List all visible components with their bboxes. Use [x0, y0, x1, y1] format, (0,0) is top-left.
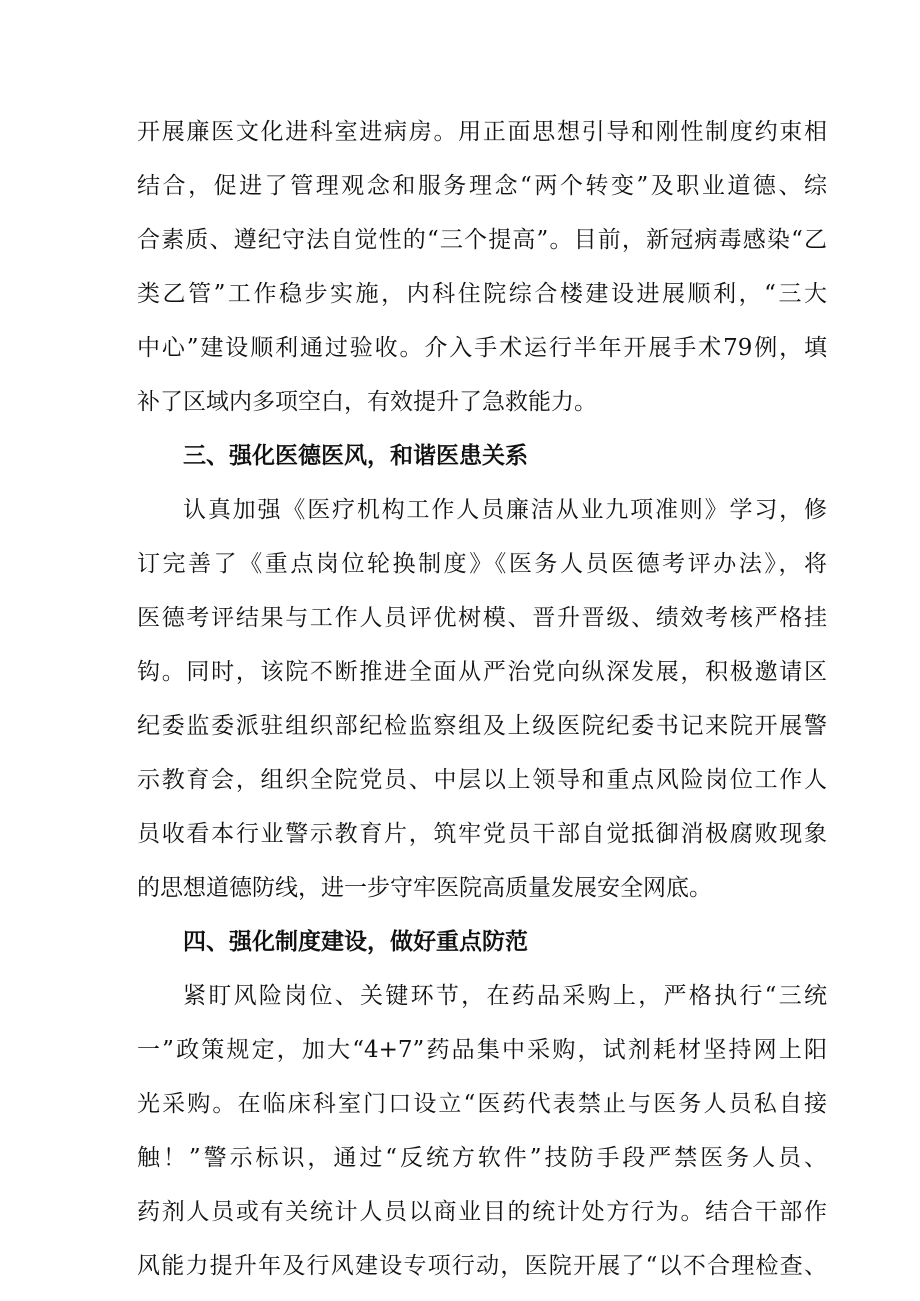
paragraph-line: 订完善了《重点岗位轮换制度》《医务人员医德考评办法》，将: [137, 551, 827, 577]
paragraph-line: 一”政策规定，加大“4+7”药品集中采购，试剂耗材坚持网上阳: [137, 1037, 827, 1063]
paragraph-line: 医德考评结果与工作人员评优树模、晋升晋级、绩效考核严格挂: [137, 605, 827, 631]
paragraph-line: 紧盯风险岗位、关键环节，在药品采购上，严格执行“三统: [183, 983, 827, 1009]
paragraph-line: 开展廉医文化进科室进病房。用正面思想引导和刚性制度约束相: [137, 119, 827, 145]
paragraph-line: 示教育会，组织全院党员、中层以上领导和重点风险岗位工作人: [137, 767, 827, 793]
paragraph-line: 风能力提升年及行风建设专项行动，医院开展了“以不合理检查、: [137, 1253, 827, 1279]
paragraph-line: 钩。同时，该院不断推进全面从严治党向纵深发展，积极邀请区: [137, 659, 827, 685]
section-heading: 三、强化医德医风，和谐医患关系: [183, 443, 528, 469]
paragraph-line: 光采购。在临床科室门口设立“医药代表禁止与医务人员私自接: [137, 1091, 827, 1117]
paragraph-line: 认真加强《医疗机构工作人员廉洁从业九项准则》学习，修: [183, 497, 827, 523]
paragraph-line: 员收看本行业警示教育片，筑牢党员干部自觉抵御消极腐败现象: [137, 821, 827, 847]
section-heading: 四、强化制度建设，做好重点防范: [183, 929, 528, 955]
paragraph-line: 的思想道德防线，进一步守牢医院高质量发展安全网底。: [137, 875, 712, 901]
paragraph-line: 纪委监委派驻组织部纪检监察组及上级医院纪委书记来院开展警: [137, 713, 827, 739]
paragraph-line: 合素质、遵纪守法自觉性的“三个提高”。目前，新冠病毒感染“乙: [137, 227, 827, 253]
paragraph-line: 中心”建设顺利通过验收。介入手术运行半年开展手术79例，填: [137, 335, 827, 361]
paragraph-line: 类乙管”工作稳步实施，内科住院综合楼建设进展顺利，“三大: [137, 281, 827, 307]
paragraph-line: 补了区域内多项空白，有效提升了急救能力。: [137, 389, 597, 415]
paragraph-line: 触！”警示标识，通过“反统方软件”技防手段严禁医务人员、: [137, 1145, 827, 1171]
paragraph-line: 药剂人员或有关统计人员以商业目的统计处方行为。结合干部作: [137, 1199, 827, 1225]
paragraph-line: 结合，促进了管理观念和服务理念“两个转变”及职业道德、综: [137, 173, 827, 199]
